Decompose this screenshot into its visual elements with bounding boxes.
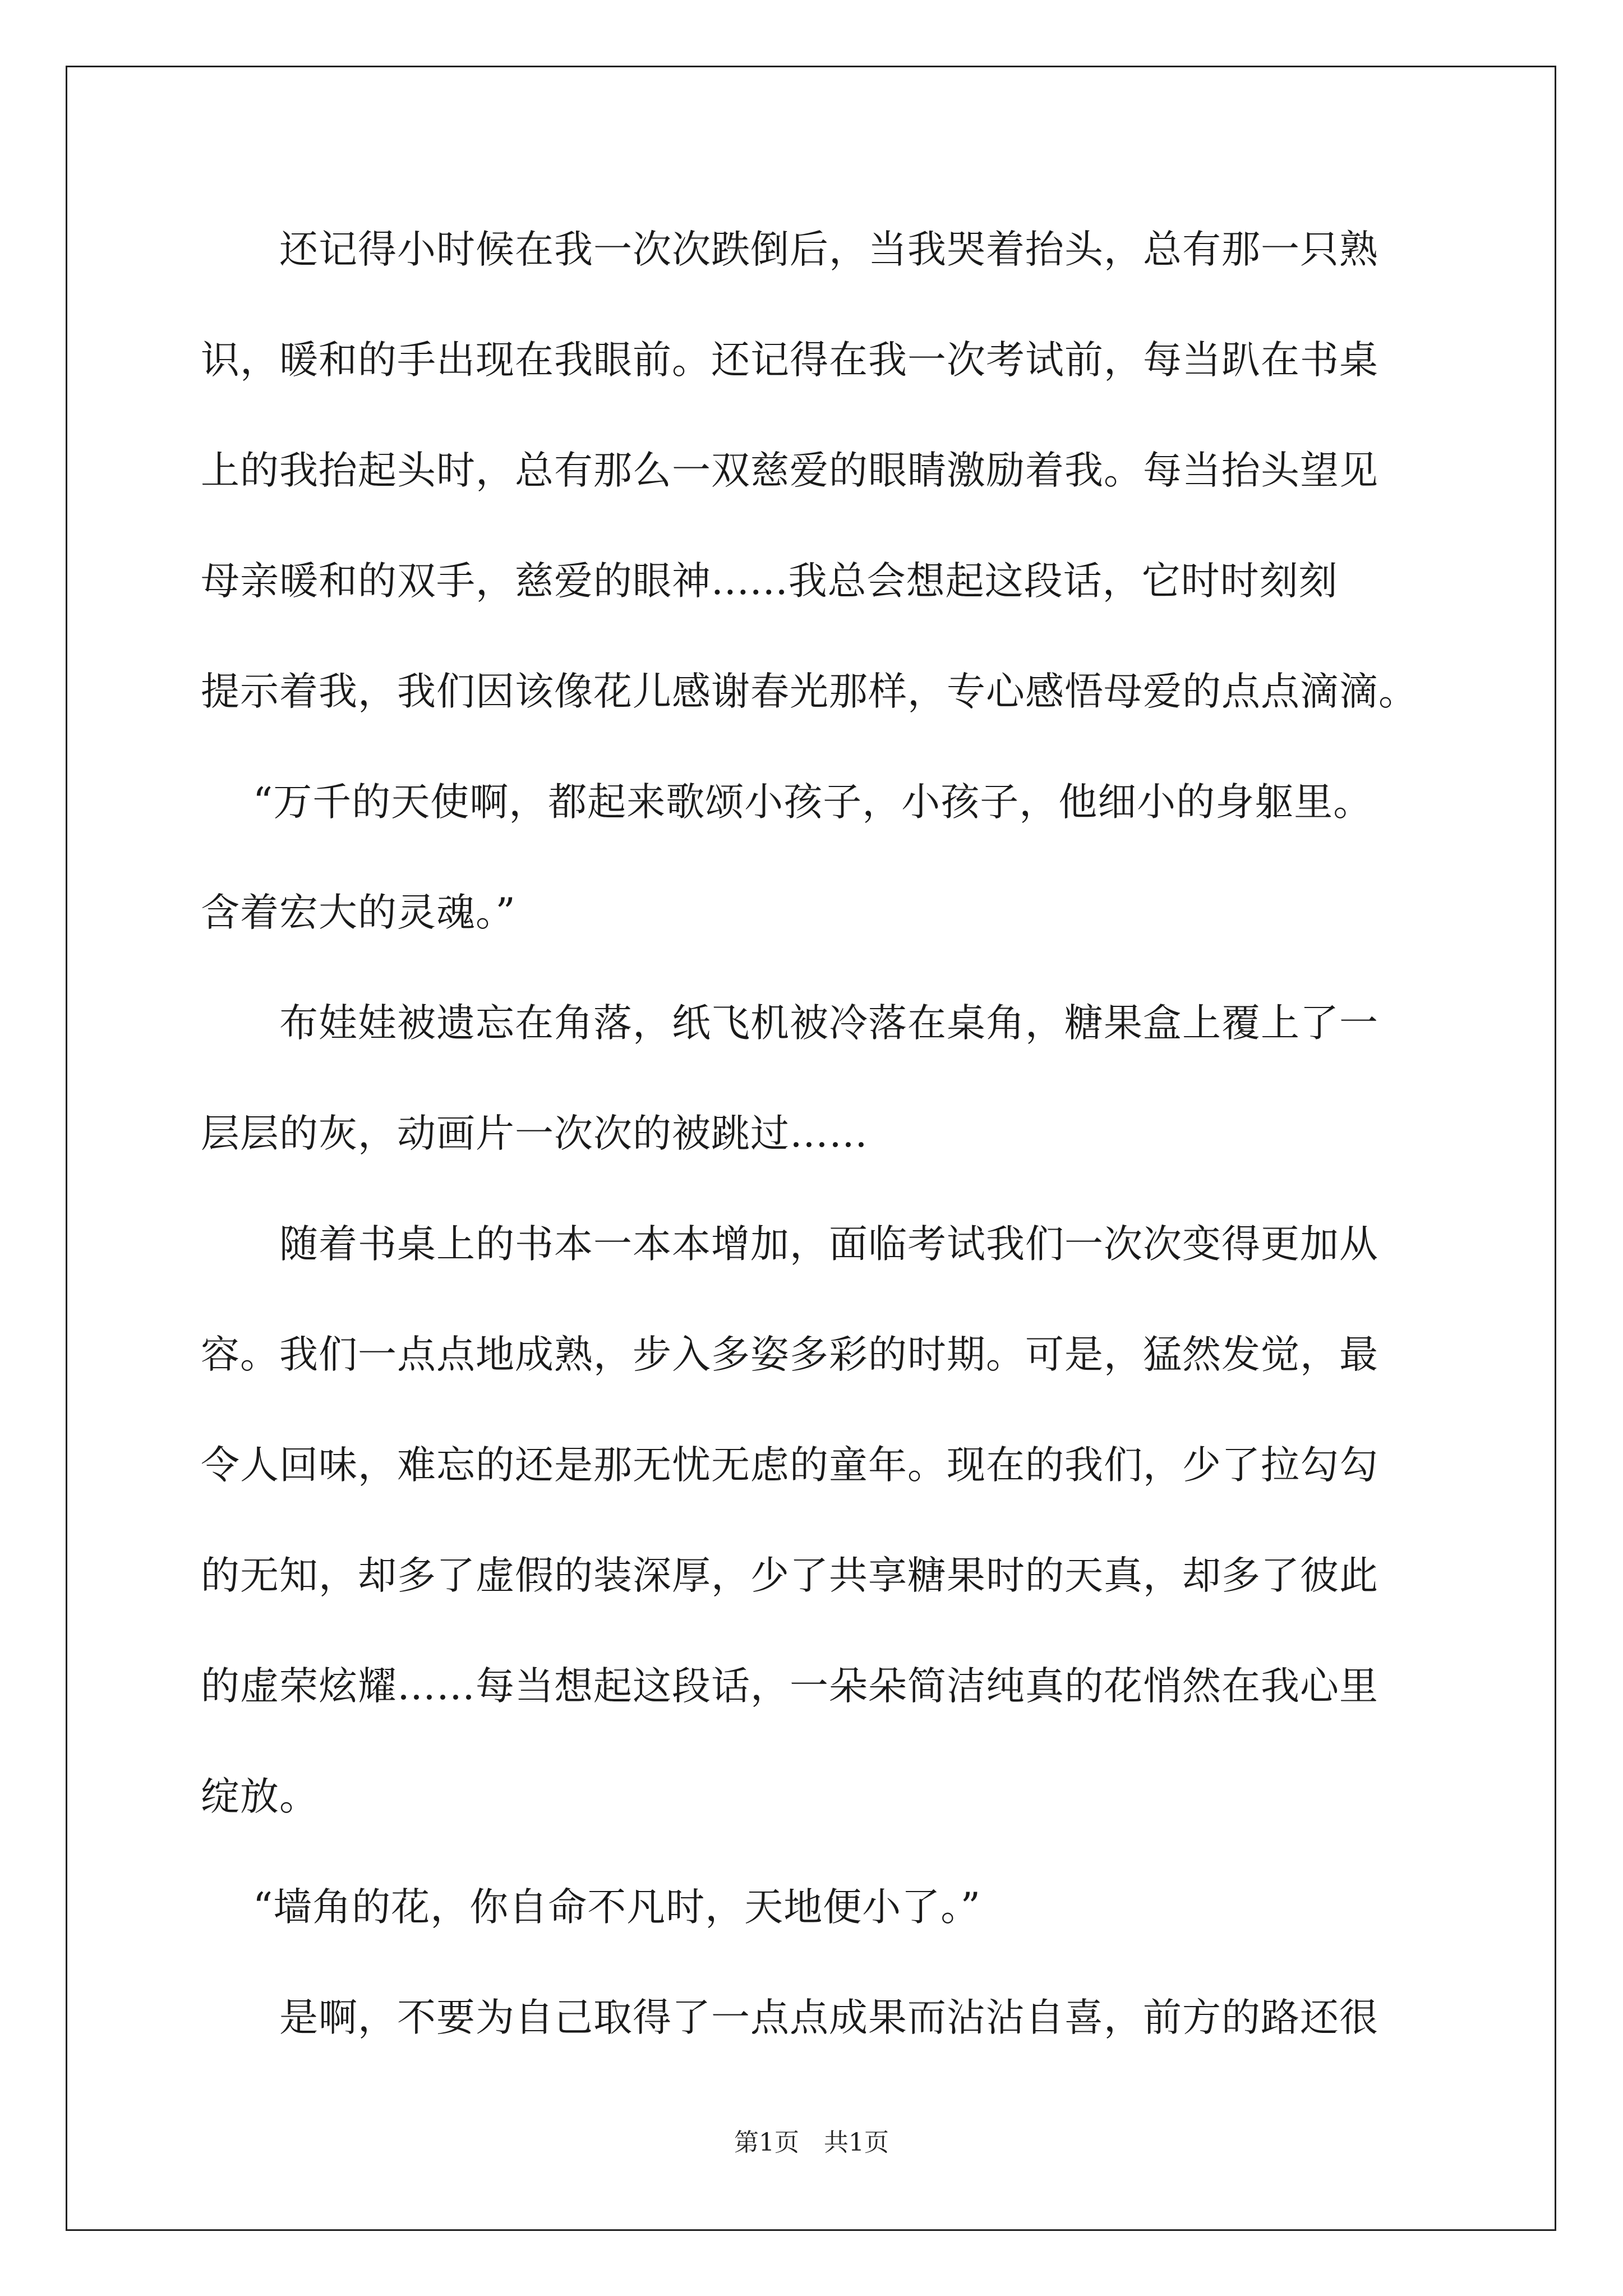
text-line: 母亲暖和的双手，慈爱的眼神......我总会想起这段话，它时时刻刻 <box>201 559 1338 604</box>
text-line: 层层的灰，动画片一次次的被跳过…… <box>201 1111 868 1156</box>
text-line: 绽放。 <box>201 1774 319 1819</box>
text-line: 是啊，不要为自己取得了一点点成果而沾沾自喜，前方的路还很 <box>201 1995 1378 2040</box>
text-line: 随着书桌上的书本一本本增加，面临考试我们一次次变得更加从 <box>201 1222 1378 1267</box>
text-line: 令人回味，难忘的还是那无忧无虑的童年。现在的我们，少了拉勾勾 <box>201 1443 1378 1488</box>
text-line: 识，暖和的手出现在我眼前。还记得在我一次考试前，每当趴在书桌 <box>201 338 1378 383</box>
page-footer: 第1页 共1页 <box>734 2128 889 2157</box>
text-line: 布娃娃被遗忘在角落，纸飞机被冷落在桌角，糖果盒上覆上了一 <box>201 1001 1378 1046</box>
text-line: 提示着我，我们因该像花儿感谢春光那样，专心感悟母爱的点点滴滴。 <box>201 669 1418 714</box>
text-line: “墙角的花，你自命不凡时，天地便小了。” <box>201 1885 981 1930</box>
text-line: 的虚荣炫耀……每当想起这段话，一朵朵简洁纯真的花悄然在我心里 <box>201 1664 1378 1709</box>
text-line: 还记得小时候在我一次次跌倒后，当我哭着抬头，总有那一只熟 <box>201 227 1378 272</box>
text-line: 上的我抬起头时，总有那么一双慈爱的眼睛激励着我。每当抬头望见 <box>201 448 1378 493</box>
text-line: 的无知，却多了虚假的装深厚，少了共享糖果时的天真，却多了彼此 <box>201 1553 1378 1598</box>
text-line: 含着宏大的灵魂。” <box>201 890 516 935</box>
text-line: “万千的天使啊，都起来歌颂小孩子，小孩子，他细小的身躯里。 <box>201 780 1373 825</box>
text-line: 容。我们一点点地成熟，步入多姿多彩的时期。可是，猛然发觉，最 <box>201 1332 1378 1377</box>
document-body <box>201 219 1423 2097</box>
